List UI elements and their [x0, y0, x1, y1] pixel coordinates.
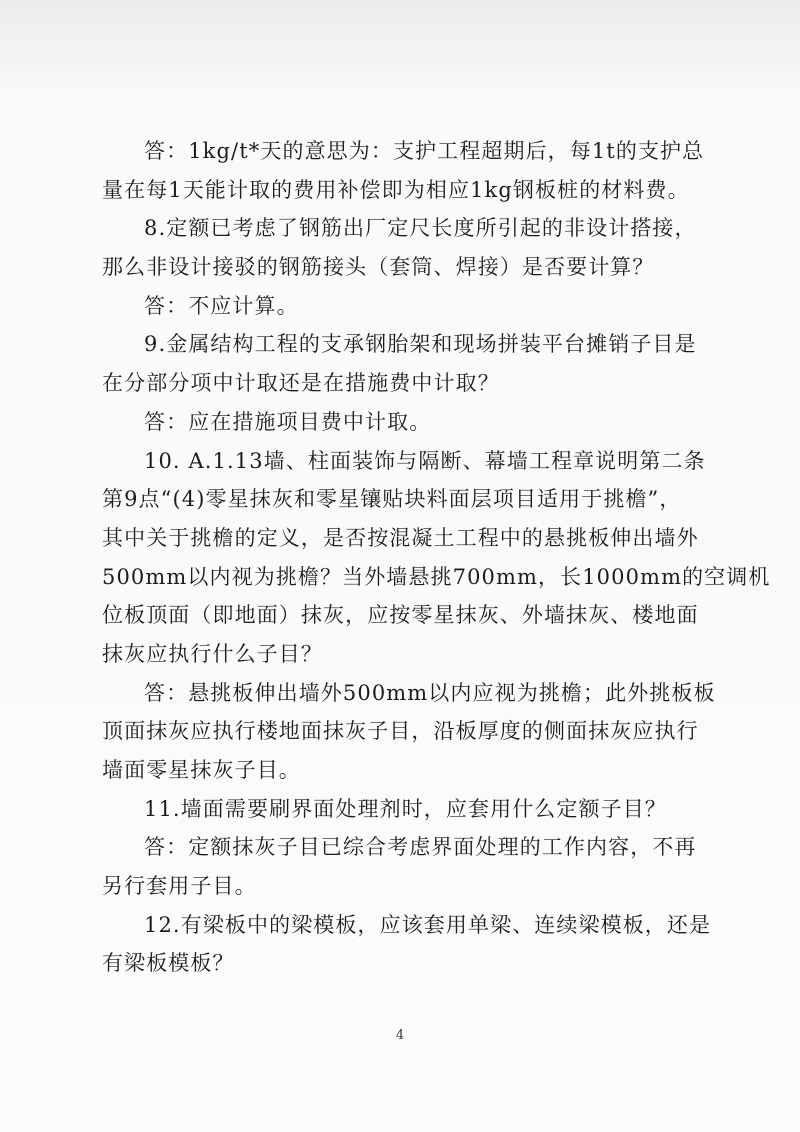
text-line: 8.定额已考虑了钢筋出厂定尺长度所引起的非设计搭接， — [144, 216, 697, 241]
text-line: 那么非设计接驳的钢筋接头（套筒、焊接）是否要计算？ — [102, 255, 655, 280]
answer-paragraph-10 — [102, 674, 716, 790]
text-line: 有梁板模板？ — [102, 951, 235, 976]
text-line: 第9点“(4)零星抹灰和零星镶贴块料面层项目适用于挑檐”， — [102, 487, 682, 512]
question-paragraph-9 — [102, 325, 702, 402]
text-line: 10. A.1.13墙、柱面装饰与隔断、幕墙工程章说明第二条 — [144, 448, 706, 473]
question-paragraph-12 — [102, 906, 712, 983]
answer-paragraph-1kg-meaning — [102, 132, 705, 209]
text-line: 9.金属结构工程的支承钢胎架和现场拼装平台摊销子目是 — [144, 332, 697, 357]
text-line: 500mm以内视为挑檐？当外墙悬挑700mm，长1000mm的空调机 — [102, 564, 771, 589]
answer-paragraph-11 — [102, 828, 702, 905]
page-number: 4 — [395, 1028, 405, 1043]
text-line: 量在每1天能计取的费用补偿即为相应1kg钢板桩的材料费。 — [102, 177, 690, 202]
text-line: 答：不应计算。 — [144, 293, 299, 318]
text-line: 11.墙面需要刷界面处理剂时，应套用什么定额子目？ — [144, 796, 667, 821]
scan-top-shade — [0, 0, 800, 95]
question-paragraph-8 — [102, 209, 702, 286]
question-paragraph-10 — [102, 442, 771, 674]
text-line: 另行套用子目。 — [102, 874, 257, 899]
question-paragraph-11 — [102, 790, 702, 829]
text-line: 答：应在措施项目费中计取。 — [144, 409, 432, 434]
text-line: 抹灰应执行什么子目？ — [102, 641, 323, 666]
text-line: 答：1kg/t*天的意思为：支护工程超期后，每1t的支护总 — [144, 139, 705, 163]
text-line: 在分部分项中计取还是在措施费中计取？ — [102, 371, 500, 396]
text-line: 答：定额抹灰子目已综合考虑界面处理的工作内容，不再 — [144, 835, 697, 860]
text-line: 其中关于挑檐的定义，是否按混凝土工程中的悬挑板伸出墙外 — [102, 525, 699, 550]
text-line: 位板顶面（即地面）抹灰，应按零星抹灰、外墙抹灰、楼地面 — [102, 603, 699, 628]
answer-paragraph-8 — [102, 287, 702, 326]
answer-paragraph-9 — [102, 403, 702, 442]
text-line: 12.有梁板中的梁模板，应该套用单梁、连续梁模板，还是 — [144, 912, 712, 937]
document-body — [102, 132, 771, 983]
text-line: 答：悬挑板伸出墙外500mm以内应视为挑檐；此外挑板板 — [144, 680, 716, 705]
text-line: 墙面零星抹灰子目。 — [102, 758, 301, 782]
text-line: 顶面抹灰应执行楼地面抹灰子目，沿板厚度的侧面抹灰应执行 — [102, 719, 699, 744]
